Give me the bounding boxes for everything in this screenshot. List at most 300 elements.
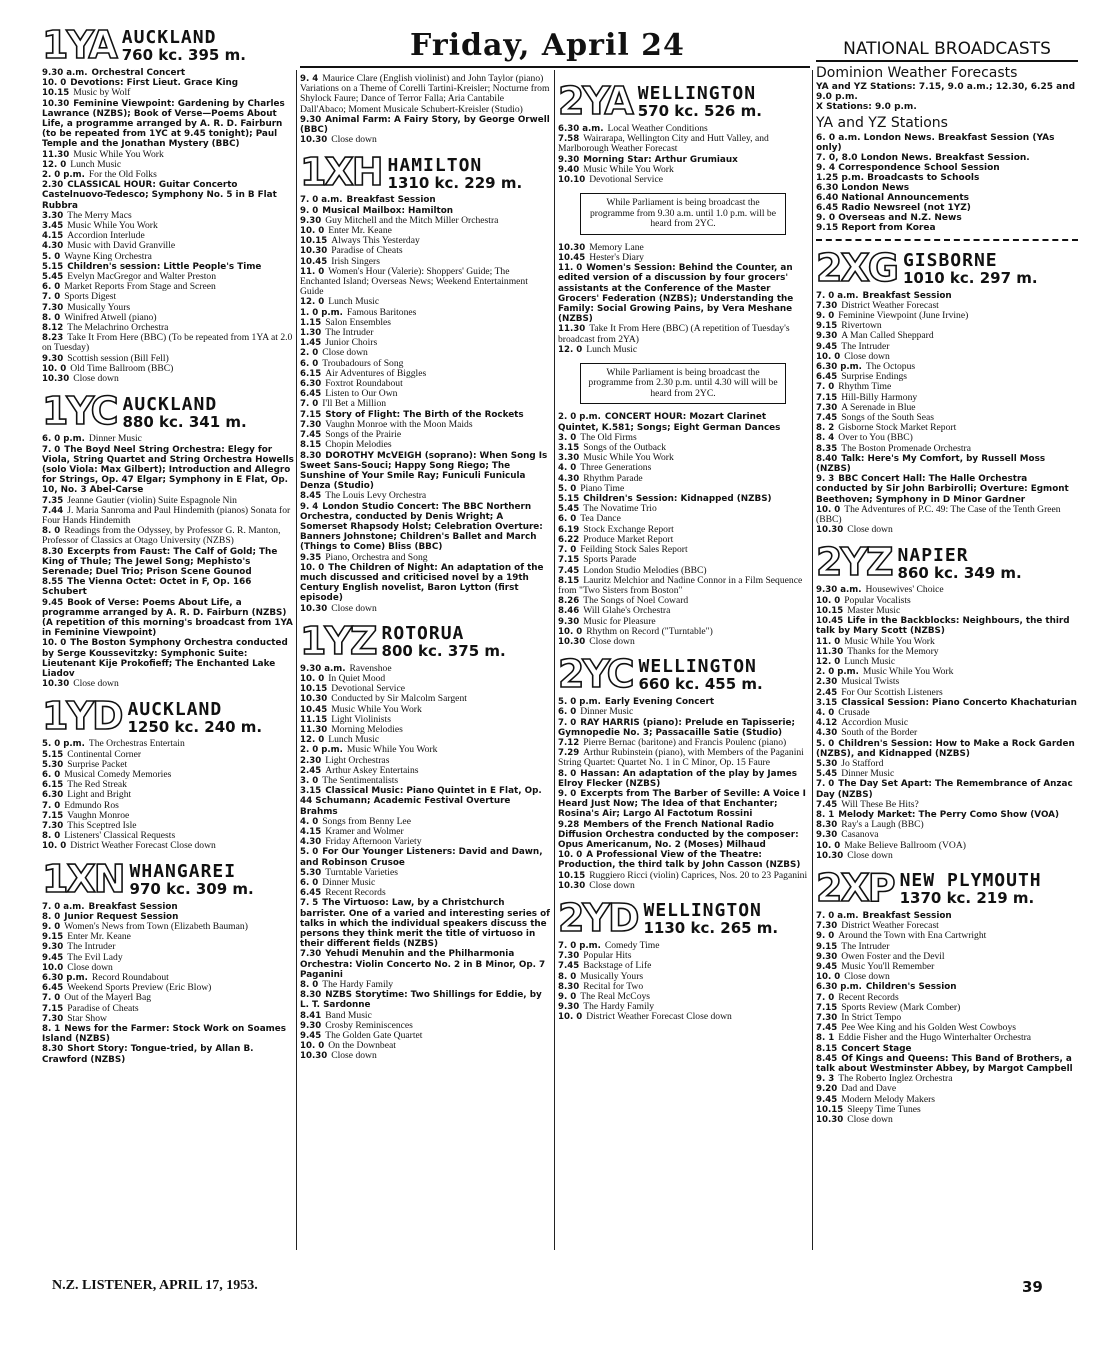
programme-title: Dinner Music — [88, 433, 142, 445]
programme-title: Master Music — [847, 604, 901, 616]
programme-time: 5.30 — [816, 758, 838, 769]
station-frequency: 1010 kc. 297 m. — [902, 268, 1038, 287]
programme-entry — [558, 748, 808, 768]
programme-time: 9.30 — [300, 114, 322, 125]
divider — [816, 239, 1078, 241]
programme-title: The Hardy Family — [322, 979, 394, 991]
programme-entry — [300, 776, 550, 786]
programme-time: 7. 0 — [558, 545, 577, 556]
programme-time: 8.41 — [300, 1010, 322, 1021]
programme-time: 8. 0 — [42, 312, 61, 323]
programme-title: Life in the Backblocks: Neighbours, the third talk by Mary Scott (NZBS) — [816, 616, 1070, 637]
programme-time: 9.30 — [42, 942, 64, 953]
programme-time: 3.30 — [558, 453, 580, 464]
programme-time: 7. 0 a.m. — [300, 195, 343, 206]
programme-time: 3.30 — [42, 210, 64, 221]
programme-title: Devotional Service — [331, 683, 405, 695]
programme-title: Close down — [589, 635, 635, 647]
programme-time: 6.45 — [300, 389, 322, 400]
programme-title: Excerpts from The Barber of Seville: A Voice I Heard Just Now; The Idea of that Enchanter; Rosina's Air; Largo Al Factotum Rossini — [558, 788, 806, 820]
programme-title: Devotional Service — [589, 174, 663, 186]
regional-stations — [816, 245, 1078, 1126]
programme-entry — [300, 451, 550, 492]
programme-title: Light Violinists — [331, 713, 391, 725]
programme-title: Crosby Reminiscences — [325, 1019, 413, 1031]
station-frequency: 1130 kc. 265 m. — [643, 919, 779, 938]
programme-title: Talk: Here's My Comfort, by Russell Moss (NZBS) — [816, 453, 1046, 475]
programme-title: Market Reports From Stage and Screen — [64, 281, 216, 293]
programme-title: Music While You Work — [862, 666, 954, 678]
programme-title: Feminine Viewpoint (June Irvine) — [838, 310, 969, 322]
programme-time: 7.58 — [558, 134, 580, 145]
programme-title: Housewives' Choice — [865, 584, 944, 596]
programme-time: 7.15 — [816, 392, 838, 403]
programme-title: Breakfast Session — [862, 290, 952, 301]
programme-title: Morning Star: Arthur Grumiaux — [583, 154, 738, 165]
programme-title: Light and Bright — [67, 789, 132, 801]
programme-time: 8.46 — [558, 606, 580, 617]
programme-time: 7.45 — [558, 961, 580, 972]
programme-title: Tea Dance — [580, 513, 621, 525]
programme-time: 9. 3 — [816, 474, 835, 485]
programme-title: News for the Farmer: Stock Work on Soames Island (NZBS) — [42, 1024, 287, 1045]
programme-time: 7.30 — [42, 1013, 64, 1024]
weather-line: X Stations: 9.0 p.m. — [816, 102, 917, 113]
programme-time: 10. 0 — [816, 351, 841, 362]
station-frequency: 1310 kc. 229 m. — [387, 173, 523, 192]
programme-title: BBC Concert Hall: The Halle Orchestra conducted by Sir John Barbirolli; Overture: Egmont Beethoven; Symphony in D Minor Gardner — [816, 474, 1069, 505]
programme-title: Piano, Orchestra and Song — [325, 551, 428, 563]
programme-title: Irish Singers — [331, 255, 380, 267]
programme-title: The Sentimentalists — [322, 774, 399, 786]
programme-title: The Intruder — [67, 941, 116, 953]
programme-entry — [300, 604, 550, 614]
programme-entry — [558, 820, 808, 851]
programme-entry — [300, 949, 550, 980]
programme-title: Music for Pleasure — [583, 615, 656, 627]
station-info — [129, 860, 254, 898]
station-callsign: 2YA — [558, 79, 632, 123]
station-city: WELLINGTON — [643, 900, 762, 922]
programme-title: District Weather Forecast — [841, 920, 939, 932]
programme-entry — [558, 263, 808, 324]
programme-entry — [300, 553, 550, 563]
station-city: AUCKLAND — [121, 27, 217, 49]
programme-title: In Strict Tempo — [841, 1012, 902, 1023]
programme-title: Foxtrot Roundabout — [325, 378, 403, 390]
programme-title: Close down — [73, 373, 119, 385]
programme-title: Close down — [847, 849, 893, 861]
programme-time: 6. 0 — [558, 514, 577, 525]
programme-title: Out of the Mayerl Bag — [64, 992, 152, 1004]
header-rule — [300, 66, 810, 68]
station-frequency: 1250 kc. 240 m. — [127, 717, 263, 736]
programme-title: Musical Twists — [841, 676, 900, 688]
programme-entry — [816, 779, 1078, 799]
programme-time: 9. 4 — [300, 74, 319, 84]
programme-time: 7.15 — [816, 1002, 838, 1013]
programme-time: 1.45 — [300, 338, 322, 349]
programme-time: 9.30 — [816, 830, 838, 841]
programme-time: 9.45 — [42, 597, 64, 608]
programme-title: Children's Session: How to Make a Rock Garden (NZBS), and Kidnapped (NZBS) — [816, 738, 1075, 759]
programme-time: 8.26 — [558, 596, 580, 607]
programme-time: 10. 0 — [300, 673, 325, 684]
programme-title: Wayne King Orchestra — [64, 250, 152, 262]
programme-time: 9.30 — [558, 1002, 580, 1013]
programme-time: 7. 5 — [300, 898, 319, 909]
programme-time: 6.30 p.m. — [816, 362, 862, 373]
station-info — [387, 154, 523, 192]
programme-time: 12. 0 — [816, 656, 841, 667]
programme-time: 7. 0 — [816, 382, 835, 393]
programme-entry — [42, 333, 294, 353]
programme-time: 2. 0 p.m. — [42, 170, 85, 181]
programme-entry — [558, 253, 808, 263]
programme-time: 6.30 — [816, 182, 842, 193]
programme-title: Children's session: Little People's Time — [67, 261, 262, 272]
programme-time: 10.15 — [300, 684, 328, 695]
programme-entry — [42, 547, 294, 578]
programme-title: Music While You Work — [73, 148, 164, 160]
programme-title: Musical Comedy Memories — [64, 768, 172, 780]
programme-title: The Vienna Octet: Octet in F, Op. 166 Schubert — [42, 577, 252, 598]
programme-entry — [816, 728, 1078, 738]
programme-title: Three Generations — [580, 462, 652, 474]
station-header — [816, 245, 1078, 290]
programme-time: 10.30 — [42, 679, 70, 690]
programme-time: 9.30 — [42, 353, 64, 364]
programme-title: The Real McCoys — [580, 991, 651, 1002]
programme-time: 9.30 — [300, 215, 322, 226]
programme-title: Melody Market: The Perry Como Show (VOA) — [838, 809, 1060, 820]
programme-time: 10.30 — [300, 135, 328, 146]
programme-title: Make Believe Ballroom (VOA) — [844, 839, 966, 851]
programme-title: Edmundo Ros — [64, 799, 119, 811]
programme-time: 8. 0 — [558, 768, 577, 779]
programme-title: Rhythm Parade — [583, 472, 643, 484]
programme-time: 7.44 — [42, 505, 64, 516]
programme-title: The Boyd Neel String Orchestra: Elegy for Viola, String Quartet and String Orchestra Howells (solo Viola: Max Gilbert); Introduction and Allegro for Strings, Op. 47 Elgar; Symphony in E Flat, Op. 10, No. 3 Abel-Carse — [42, 444, 294, 496]
programme-time: 8. 0 — [558, 971, 577, 982]
programme-title: Piano Time — [580, 482, 625, 494]
programme-entry — [816, 1115, 1078, 1125]
programme-title: Story of Flight: The Birth of the Rockets — [325, 409, 524, 420]
programme-entry — [300, 440, 550, 450]
programme-title: The Octopus — [865, 361, 916, 373]
station-callsign: 1YD — [42, 694, 122, 739]
programme-title: Troubadours of Song — [322, 357, 404, 369]
programme-time: 8.15 — [300, 440, 322, 451]
programme-entry — [300, 847, 550, 867]
programme-time: 9.45 — [816, 341, 838, 352]
programme-time: 10.30 — [558, 880, 586, 891]
programme-time: 4.12 — [816, 718, 838, 729]
programme-entry — [42, 374, 294, 384]
programme-title: Close down — [589, 879, 635, 891]
programme-time: 5. 0 p.m. — [42, 739, 85, 750]
programme-title: Vaughn Monroe — [67, 809, 130, 821]
programme-entry — [558, 412, 808, 432]
programme-time: 7.30 — [558, 951, 580, 962]
programme-time: 9.30 a.m. — [300, 663, 346, 674]
programme-title: Star Show — [67, 1012, 107, 1024]
programme-title: RAY HARRIS (piano): Prelude en Tapisserie; Gymnopedie No. 3; Passacaille Satie (Studio) — [558, 717, 795, 738]
programme-title: The Golden Gate Quartet — [325, 1030, 423, 1042]
programme-title: Winifred Atwell (piano) — [64, 311, 157, 323]
programme-time: 6. 0 — [42, 282, 61, 293]
station-city: HAMILTON — [387, 154, 483, 176]
station-callsign: 2YZ — [816, 540, 892, 585]
programme-title: Ray's a Laugh (BBC) — [841, 819, 924, 831]
programme-title: Songs of the Prairie — [325, 429, 402, 441]
programme-time: 8. 0 — [42, 526, 61, 537]
programme-time: 9. 0 — [300, 205, 319, 216]
programme-entry — [42, 577, 294, 597]
programme-title: Animal Farm: A Fairy Story, by George Orwell (BBC) — [300, 114, 550, 136]
programme-time: 10. 0 — [558, 626, 583, 637]
programme-title: Thanks for the Memory — [847, 645, 939, 657]
programme-title: Recital for Two — [583, 980, 644, 992]
programme-title: The Virtuoso: Law, by a Christchurch barrister. One of a varied and interesting series of talks in which the individual speakers discuss the persons they think merit the title of virtuoso in their different fields (NZBS) — [300, 898, 550, 950]
programme-title: Record Roundabout — [91, 972, 169, 984]
programme-title: Breakfast Session — [346, 195, 436, 206]
programme-time: 6.22 — [558, 534, 580, 545]
programme-title: District Weather Forecast Close down — [586, 1011, 732, 1023]
programme-time: 10.45 — [558, 252, 586, 263]
programme-title: Members of the French National Radio Diffusion Orchestra conducted by the composer: Opus Americanum, No. 2 (Moses) Milhaud — [558, 819, 799, 850]
programme-title: Feminine Viewpoint: Gardening by Charles Lawrance (NZBS); Book of Verse—Poems About Life, a programme arranged by A. R. D. Fairburn (to be repeated from 1YC at 9.45 tonight); Paul Temple and the Jonathan Mystery (BBC) — [42, 98, 285, 150]
programme-title: Sports Parade — [583, 554, 637, 566]
programme-time: 8.45 — [816, 1053, 838, 1064]
programme-title: Backstage of Life — [583, 960, 652, 972]
programme-title: Friday Afternoon Variety — [325, 836, 422, 848]
programme-time: 9.40 — [558, 164, 580, 175]
programme-title: Gisborne Stock Market Report — [838, 422, 957, 434]
programme-title: Casanova — [841, 829, 879, 841]
programme-entry — [558, 789, 808, 820]
programme-title: The Merry Macs — [67, 209, 132, 221]
programme-time: 9. 4 — [300, 501, 319, 512]
page-number: 39 — [1022, 1278, 1043, 1296]
programme-time: 12. 0 — [42, 159, 67, 170]
programme-time: 9. 0 — [816, 311, 835, 322]
programme-entry — [42, 180, 294, 211]
programme-title: South of the Border — [841, 727, 918, 739]
programme-time: 8.23 — [42, 333, 64, 344]
programme-time: 7. 0 a.m. — [816, 910, 859, 921]
station-header — [558, 652, 808, 697]
programme-title: Rhythm Time — [838, 381, 892, 393]
station-city: GISBORNE — [902, 249, 998, 271]
programme-time: 8. 0 — [42, 911, 61, 922]
programme-title: I'll Bet a Million — [322, 398, 387, 410]
programme-title: Music While You Work — [331, 703, 422, 715]
programme-entry — [42, 99, 294, 150]
programme-time: 9. 0 — [816, 931, 835, 942]
programme-time: 2. 0 p.m. — [816, 667, 859, 678]
programme-time: 10.45 — [300, 256, 328, 267]
programme-title: DOROTHY McVEIGH (soprano): When Song Is Sweet Sans-Souci; Happy Song Riego; The Sunshine of Your Smile Ray; Funiculi Funicula Denza (Studio) — [300, 450, 548, 492]
programme-time: 2. 0 — [300, 348, 319, 359]
page-title: Friday, April 24 — [410, 28, 685, 63]
programme-title: Memory Lane — [589, 241, 644, 253]
programme-title: Evelyn MacGregor and Walter Preston — [67, 271, 216, 283]
programme-title: Music with David Granville — [67, 240, 176, 252]
programme-time: 10.30 — [42, 374, 70, 385]
programme-title: Overseas and N.Z. News — [838, 212, 962, 223]
programme-time: 1.15 — [300, 317, 322, 328]
programme-title: Recent Records — [325, 887, 386, 899]
programme-time: 11.30 — [42, 149, 70, 160]
programme-title: Dinner Music — [841, 768, 895, 780]
programme-title: Maurice Clare (English violinist) and John Taylor (piano) Variations on a Theme of Corelli Tartini-Kreisler; Nocturne from Shylock Faure; Dance of Terror Falla; Aria Cantabile Dall'Abaco; Moment Musicale Schubert-Kreisler (Studio) — [300, 73, 550, 115]
programme-time: 8. 0 — [300, 980, 319, 991]
programme-time: 7.45 — [816, 1023, 838, 1034]
programme-time: 8.30 — [300, 990, 322, 1001]
programme-time: 10.30 — [558, 636, 586, 647]
programme-time: 3.15 — [558, 443, 580, 454]
programme-title: Concert Stage — [841, 1043, 912, 1054]
programme-time: 11. 0 — [300, 266, 325, 277]
programme-title: Lunch Music — [328, 734, 380, 746]
programme-title: Air Adventures of Biggles — [325, 367, 427, 379]
programme-time: 2.30 — [42, 180, 64, 191]
national-entry — [816, 213, 1078, 223]
programme-entry — [300, 297, 550, 307]
programme-entry — [816, 688, 1078, 698]
programme-entry — [558, 637, 808, 647]
programme-title: Hester's Diary — [589, 251, 644, 263]
programme-time: 9.35 — [300, 552, 322, 563]
programme-entry — [42, 1044, 294, 1064]
programme-time: 3.15 — [816, 697, 838, 708]
programme-time: 10.30 — [816, 525, 844, 536]
station-frequency: 880 kc. 341 m. — [122, 412, 247, 431]
station-callsign: 2XP — [816, 865, 894, 910]
programme-title: Close down — [331, 134, 377, 146]
programme-title: Women's Session: Behind the Counter, an edited version of a discussion by four grocers' assistants at the Conference of the Master Grocers' Federation (NZBS); Understanding the Family: Social Growing Pains, by Vera Meshane (NZBS) — [558, 263, 794, 325]
programme-time: 10. 0 — [558, 1012, 583, 1023]
programme-time: 10. 0 — [42, 841, 67, 852]
national-entry — [816, 203, 1078, 213]
programme-time: 4.30 — [42, 241, 64, 252]
programme-title: The Melachrino Orchestra — [67, 322, 169, 334]
programme-time: 5.45 — [42, 272, 64, 283]
programme-entry — [300, 898, 550, 949]
station-frequency: 800 kc. 375 m. — [381, 642, 506, 660]
programme-title: District Weather Forecast Close down — [70, 840, 216, 852]
programme-entry — [816, 1044, 1078, 1054]
programme-entry — [558, 718, 808, 738]
programme-title: Continental Corner — [67, 748, 142, 760]
programme-title: Hill-Billy Harmony — [841, 391, 918, 403]
programme-title: Close down — [67, 961, 113, 973]
programme-time: 10.10 — [558, 175, 586, 186]
programme-entry — [300, 491, 550, 501]
programme-time: 6. 0 p.m. — [42, 434, 85, 445]
programme-title: Musical Mailbox: Hamilton — [322, 205, 454, 216]
programme-title: On the Downbeat — [328, 1040, 396, 1052]
station-city: NAPIER — [897, 544, 969, 566]
programme-entry — [42, 170, 294, 180]
programme-time: 8.35 — [816, 443, 838, 454]
programme-title: Sports Digest — [64, 291, 117, 303]
programme-time: 9. 0 — [42, 922, 61, 933]
programme-title: The Songs of Noel Coward — [583, 595, 689, 607]
programme-title: Crusade — [838, 706, 870, 718]
programme-title: Vaughn Monroe with the Moon Maids — [325, 418, 473, 430]
programme-title: Ruggiero Ricci (violin) Caprices, Nos. 20 to 23 Paganini — [589, 869, 808, 881]
programme-entry — [42, 598, 294, 639]
programme-entry — [816, 444, 1078, 454]
programme-entry — [42, 841, 294, 851]
programme-time: 7.45 — [816, 799, 838, 810]
programme-time: 6. 0 — [300, 878, 319, 889]
programme-title: Ravenshoe — [349, 662, 392, 674]
programme-time: 12. 0 — [300, 297, 325, 308]
programme-time: 8.30 — [816, 820, 838, 831]
programme-entry — [300, 115, 550, 135]
programme-entry — [558, 881, 808, 891]
programme-time: 1.30 — [300, 328, 322, 339]
programme-entry — [300, 990, 550, 1010]
parliament-notice: While Parliament is being broadcast the programme from 2.30 p.m. until 4.30 will will be heard from 2YC. — [580, 363, 786, 405]
programme-title: Report from Korea — [841, 222, 936, 233]
programme-title: Radio Newsreel (not 1YZ) — [841, 202, 971, 213]
programme-time: 10.15 — [816, 605, 844, 616]
station-info — [122, 393, 247, 431]
programme-title: Will Glahe's Orchestra — [583, 605, 671, 617]
station-city: WELLINGTON — [638, 656, 757, 678]
station-header — [558, 895, 808, 940]
programme-title: Music While You Work — [844, 635, 935, 647]
programme-time: 5.30 — [42, 759, 64, 770]
programme-title: Rivertown — [841, 320, 882, 332]
programme-time: 6.45 — [300, 888, 322, 899]
programme-time: 12. 0 — [558, 344, 583, 355]
programme-title: For Our Scottish Listeners — [841, 686, 943, 698]
programme-title: Women's News from Town (Elizabeth Bauman) — [64, 921, 248, 933]
programme-time: 3. 0 — [300, 775, 319, 786]
programme-time: 9.15 — [816, 321, 838, 332]
column-3 — [558, 74, 808, 1023]
column-divider — [812, 70, 813, 1250]
programme-title: The Intruder — [841, 940, 890, 952]
programme-title: Music You'll Remember — [841, 960, 935, 972]
national-entry — [816, 173, 1078, 183]
national-entry — [816, 163, 1078, 173]
programme-time: 6.30 p.m. — [816, 982, 862, 993]
programme-time: 7. 0 — [42, 800, 61, 811]
programme-title: Produce Market Report — [583, 533, 674, 545]
programme-title: Surprise Endings — [841, 371, 908, 383]
programme-time: 7.15 — [558, 555, 580, 566]
station-info — [644, 902, 779, 937]
station-info — [127, 698, 263, 736]
programme-title: Children's Session: Kidnapped (NZBS) — [583, 494, 772, 505]
station-info — [638, 85, 762, 120]
programme-title: The Roberto Inglez Orchestra — [838, 1073, 953, 1085]
programme-time: 10. 0 — [42, 638, 67, 649]
programme-time: 10.30 — [816, 850, 844, 861]
programme-title: Sleepy Time Tunes — [847, 1103, 921, 1115]
programme-time: 3. 0 — [558, 432, 577, 443]
programme-title: Classical Session: Piano Concerto Khachaturian — [841, 697, 1077, 708]
programme-title: Accordion Music — [841, 717, 909, 729]
column-2 — [300, 74, 550, 1062]
programme-time: 11.30 — [558, 324, 586, 335]
